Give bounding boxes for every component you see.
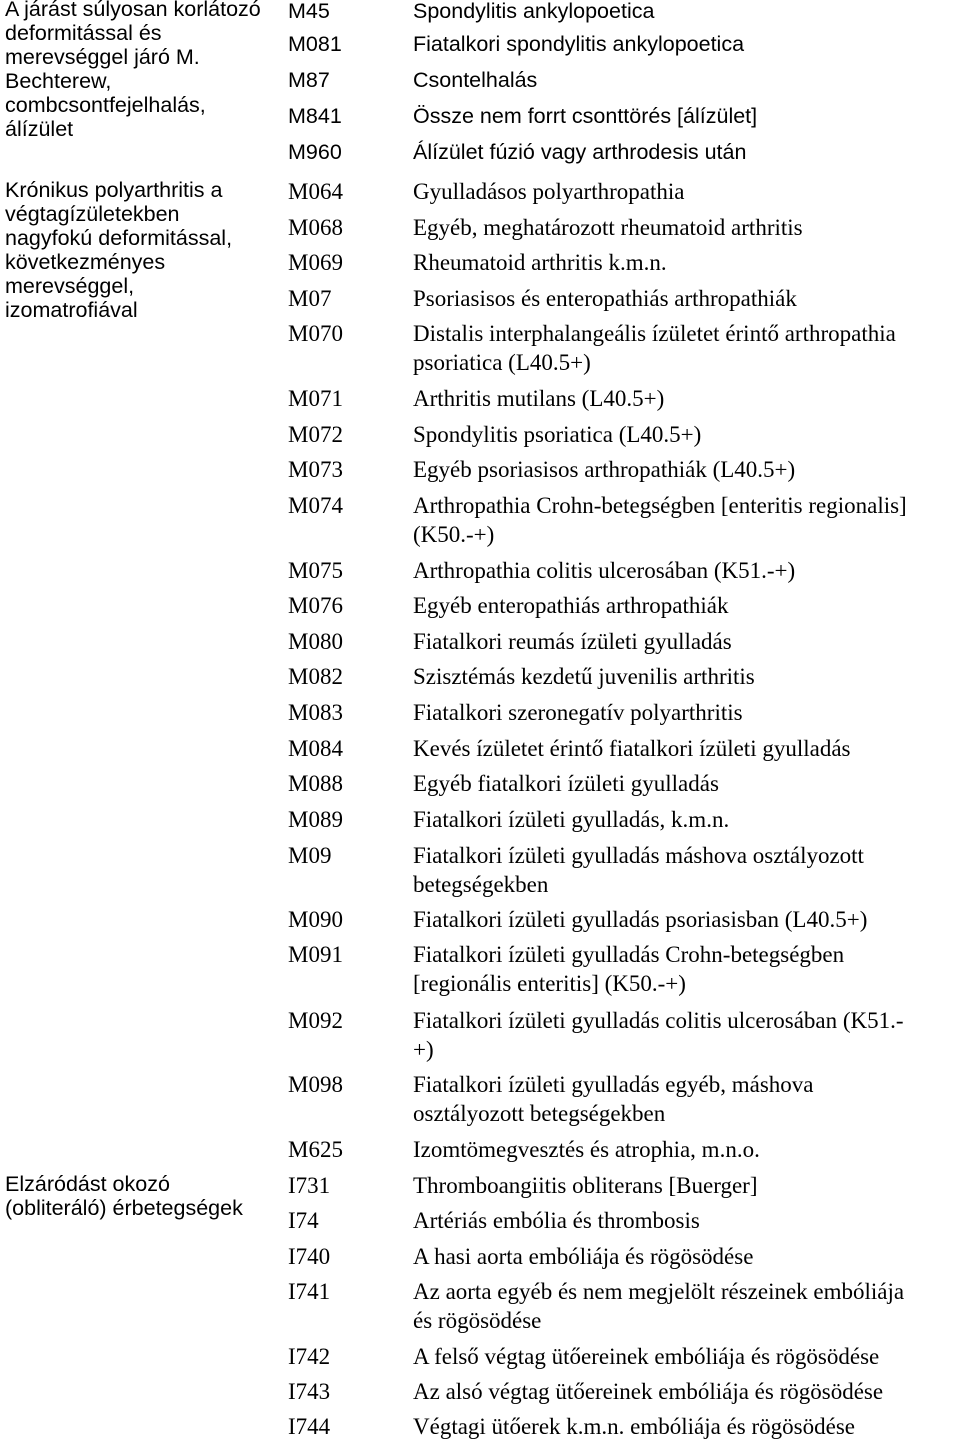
description-line: Fiatalkori reumás ízületi gyulladás: [413, 629, 732, 654]
code-cell: I741: [288, 1279, 331, 1304]
description-line: Fiatalkori ízületi gyulladás egyéb, máshova: [413, 1072, 814, 1097]
description-line: és rögösödése: [413, 1308, 542, 1333]
description-line: Fiatalkori ízületi gyulladás colitis ulcerosában (K51.-: [413, 1008, 904, 1033]
category-line: Elzáródást okozó: [5, 1172, 170, 1196]
description-line: Thromboangiitis obliterans [Buerger]: [413, 1173, 758, 1198]
category-line: Bechterew,: [5, 69, 112, 93]
description-cell: [413, 556, 958, 585]
description-line: Spondylitis psoriatica (L40.5+): [413, 422, 702, 447]
category-line: combcsontfejelhalás,: [5, 93, 206, 117]
code-cell: I743: [288, 1379, 331, 1404]
description-line: Egyéb enteropathiás arthropathiák: [413, 593, 729, 618]
description-line: Arthritis mutilans (L40.5+): [413, 386, 665, 411]
code-cell: M07: [288, 286, 332, 311]
code-cell: I731: [288, 1173, 331, 1198]
description-cell: [413, 384, 958, 413]
category-line: álízület: [5, 117, 74, 141]
description-line: (K50.-+): [413, 522, 495, 547]
description-line: Fiatalkori ízületi gyulladás psoriasisban (L40.5+): [413, 907, 868, 932]
description-line: psoriatica (L40.5+): [413, 350, 591, 375]
code-cell: M071: [288, 386, 343, 411]
description-cell: [413, 805, 958, 834]
description-cell: [413, 1171, 958, 1200]
category-cell: [5, 1172, 283, 1220]
description-cell: [413, 1412, 958, 1441]
description-line: Arthropathia colitis ulcerosában (K51.-+): [413, 558, 796, 583]
code-cell: M625: [288, 1137, 343, 1162]
description-cell: [413, 769, 958, 798]
code-cell: M090: [288, 907, 343, 932]
code-cell: M092: [288, 1008, 343, 1033]
description-cell: [413, 1006, 958, 1064]
description-cell: [413, 1206, 958, 1235]
description-cell: [413, 248, 958, 277]
description-cell: [413, 284, 958, 313]
description-line: Fiatalkori spondylitis ankylopoetica: [413, 32, 745, 56]
code-cell: M084: [288, 736, 343, 761]
description-line: Artériás embólia és thrombosis: [413, 1208, 700, 1233]
description-line: betegségekben: [413, 872, 549, 897]
description-line: Kevés ízületet érintő fiatalkori ízületi gyulladás: [413, 736, 851, 761]
description-cell: [413, 591, 958, 620]
code-cell: M45: [288, 0, 330, 23]
code-cell: M080: [288, 629, 343, 654]
description-cell: [413, 0, 958, 26]
description-line: Izomtömegvesztés és atrophia, m.n.o.: [413, 1137, 760, 1162]
code-cell: M070: [288, 321, 343, 346]
code-cell: M075: [288, 558, 343, 583]
description-line: A hasi aorta embóliája és rögösödése: [413, 1244, 754, 1269]
code-cell: M069: [288, 250, 343, 275]
description-line: +): [413, 1037, 434, 1062]
description-cell: [413, 940, 958, 998]
description-line: osztályozott betegségekben: [413, 1101, 666, 1126]
description-line: Fiatalkori ízületi gyulladás Crohn-betegségben: [413, 942, 845, 967]
description-cell: [413, 66, 958, 95]
description-line: Egyéb psoriasisos arthropathiák (L40.5+): [413, 457, 796, 482]
description-cell: [413, 698, 958, 727]
category-cell: [5, 178, 283, 322]
category-line: következményes: [5, 250, 166, 274]
code-cell: M081: [288, 32, 342, 56]
description-line: Végtagi ütőerek k.m.n. embóliája és rögösödése: [413, 1414, 855, 1439]
code-cell: M064: [288, 179, 343, 204]
code-cell: M87: [288, 68, 330, 92]
code-cell: M09: [288, 843, 332, 868]
category-cell: [5, 0, 283, 141]
description-line: Az alsó végtag ütőereinek embóliája és rögösödése: [413, 1379, 884, 1404]
description-cell: [413, 491, 958, 549]
description-cell: [413, 138, 958, 167]
code-cell: I744: [288, 1414, 331, 1439]
description-line: Az aorta egyéb és nem megjelölt részeinek embóliája: [413, 1279, 905, 1304]
code-cell: M960: [288, 140, 342, 164]
code-cell: I74: [288, 1208, 319, 1233]
description-cell: [413, 102, 958, 131]
description-line: Fiatalkori ízületi gyulladás máshova osztályozott: [413, 843, 864, 868]
code-cell: I740: [288, 1244, 331, 1269]
category-line: nagyfokú deformitással,: [5, 226, 233, 250]
code-cell: M083: [288, 700, 343, 725]
description-line: Fiatalkori ízületi gyulladás, k.m.n.: [413, 807, 730, 832]
description-cell: [413, 177, 958, 206]
category-line: izomatrofiával: [5, 298, 138, 322]
category-line: merevséggel,: [5, 274, 135, 298]
category-line: A járást súlyosan korlátozó: [5, 0, 261, 21]
code-cell: M068: [288, 215, 343, 240]
description-cell: [413, 662, 958, 691]
description-line: Gyulladásos polyarthropathia: [413, 179, 685, 204]
description-line: Álízület fúzió vagy arthrodesis után: [413, 140, 747, 164]
description-cell: [413, 1342, 958, 1371]
description-cell: [413, 1377, 958, 1406]
description-cell: [413, 319, 958, 377]
code-cell: M082: [288, 664, 343, 689]
description-cell: [413, 1242, 958, 1271]
description-cell: [413, 30, 958, 59]
code-cell: I742: [288, 1344, 331, 1369]
category-line: merevséggel járó M.: [5, 45, 200, 69]
code-cell: M089: [288, 807, 343, 832]
description-line: Arthropathia Crohn-betegségben [enteritis regionalis]: [413, 493, 907, 518]
code-cell: M098: [288, 1072, 343, 1097]
category-line: (obliteráló) érbetegségek: [5, 1196, 243, 1220]
description-line: Szisztémás kezdetű juvenilis arthritis: [413, 664, 755, 689]
code-cell: M841: [288, 104, 342, 128]
category-line: deformitással és: [5, 21, 162, 45]
description-line: Spondylitis ankylopoetica: [413, 0, 655, 23]
description-line: A felső végtag ütőereinek embóliája és rögösödése: [413, 1344, 880, 1369]
description-cell: [413, 1070, 958, 1128]
code-cell: M088: [288, 771, 343, 796]
description-cell: [413, 841, 958, 899]
code-cell: M072: [288, 422, 343, 447]
code-cell: M074: [288, 493, 343, 518]
description-cell: [413, 1135, 958, 1164]
category-line: végtagízületekben: [5, 202, 180, 226]
description-cell: [413, 1277, 958, 1335]
description-cell: [413, 905, 958, 934]
description-cell: [413, 734, 958, 763]
code-cell: M076: [288, 593, 343, 618]
description-line: Össze nem forrt csonttörés [álízület]: [413, 104, 758, 128]
category-line: Krónikus polyarthritis a: [5, 178, 223, 202]
description-line: Rheumatoid arthritis k.m.n.: [413, 250, 667, 275]
description-cell: [413, 213, 958, 242]
description-line: Egyéb, meghatározott rheumatoid arthritis: [413, 215, 803, 240]
description-cell: [413, 627, 958, 656]
description-line: Psoriasisos és enteropathiás arthropathiák: [413, 286, 797, 311]
description-line: Csontelhalás: [413, 68, 538, 92]
description-line: [regionális enteritis] (K50.-+): [413, 971, 686, 996]
code-cell: M091: [288, 942, 343, 967]
description-line: Egyéb fiatalkori ízületi gyulladás: [413, 771, 719, 796]
description-cell: [413, 420, 958, 449]
description-line: Distalis interphalangeális ízületet érintő arthropathia: [413, 321, 896, 346]
code-cell: M073: [288, 457, 343, 482]
description-cell: [413, 455, 958, 484]
description-line: Fiatalkori szeronegatív polyarthritis: [413, 700, 743, 725]
